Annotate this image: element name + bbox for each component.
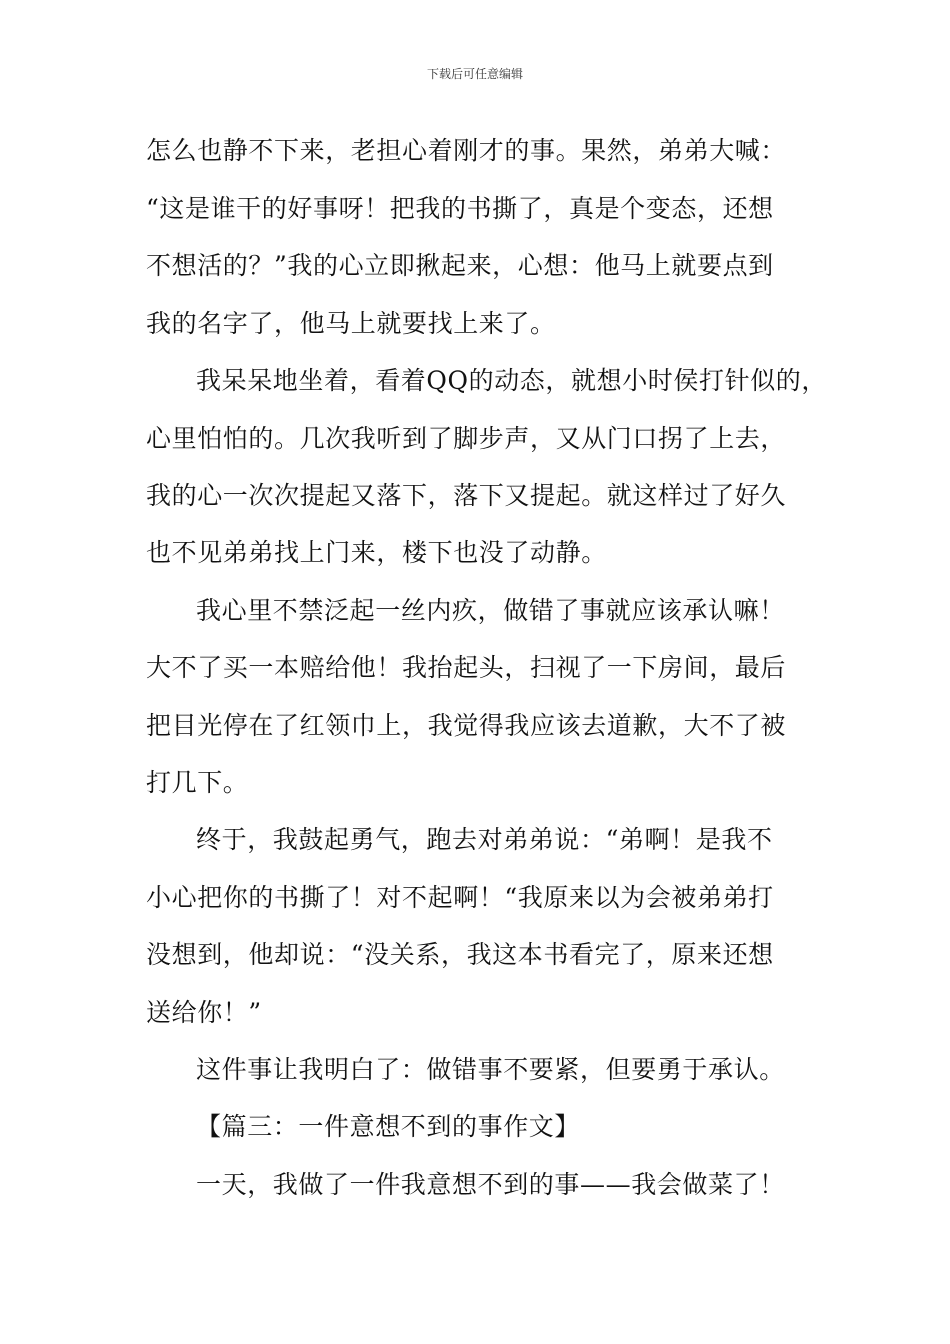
text-line: “这是谁干的好事呀！把我的书撕了，真是个变态，还想: [146, 194, 774, 223]
text-line: 我心里不禁泛起一丝内疚，做错了事就应该承认嘛！: [196, 596, 785, 625]
text-line: 我的名字了，他马上就要找上来了。: [146, 309, 556, 338]
text-line: 我呆呆地坐着，看着QQ的动态，就想小时侯打针似的，: [196, 366, 827, 395]
text-line: 一天，我做了一件我意想不到的事——我会做菜了！: [196, 1170, 785, 1199]
text-line: 怎么也静不下来，老担心着刚才的事。果然，弟弟大喊：: [146, 136, 787, 165]
text-line: 打几下。: [146, 768, 249, 797]
text-line: 没想到，他却说：“没关系，我这本书看完了，原来还想: [146, 940, 774, 969]
text-line: 送给你！”: [146, 998, 262, 1027]
text-line: 终于，我鼓起勇气，跑去对弟弟说：“弟啊！是我不: [196, 825, 773, 854]
text-line: 大不了买一本赔给他！我抬起头，扫视了一下房间，最后: [146, 653, 787, 682]
text-line: 也不见弟弟找上门来，楼下也没了动静。: [146, 538, 607, 567]
text-line: 把目光停在了红领巾上，我觉得我应该去道歉，大不了被: [146, 711, 787, 740]
text-line: 小心把你的书撕了！对不起啊！“我原来以为会被弟弟打: [146, 883, 774, 912]
text-line: 我的心一次次提起又落下，落下又提起。就这样过了好久: [146, 481, 787, 510]
page-header: 下载后可任意编辑: [426, 67, 523, 81]
text-line: 这件事让我明白了：做错事不要紧，但要勇于承认。: [196, 1055, 785, 1084]
section-heading: 【篇三：一件意想不到的事作文】: [196, 1112, 581, 1141]
text-line: 不想活的？”我的心立即揪起来，心想：他马上就要点到: [146, 251, 774, 280]
text-line: 心里怕怕的。几次我听到了脚步声，又从门口拐了上去，: [146, 424, 787, 453]
